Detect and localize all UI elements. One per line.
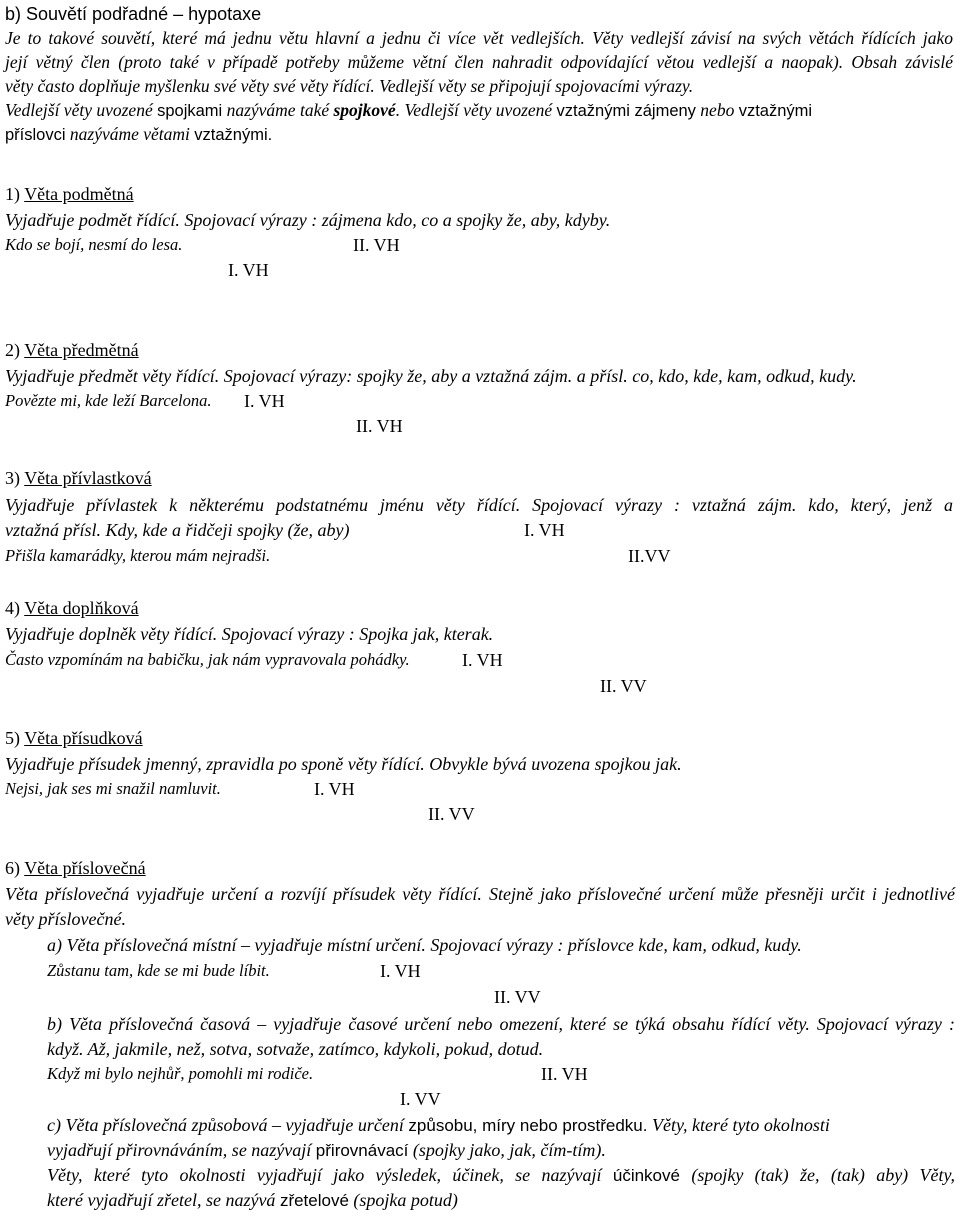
section-4-tag-sub: II. VV: [600, 676, 647, 696]
section-1-tag-sub: I. VH: [228, 260, 269, 280]
section-6-heading: [5, 856, 146, 880]
intro-term-spojkove: spojkové: [333, 100, 396, 120]
intro-text: nazýváme také: [226, 100, 330, 120]
intro-text: nazýváme větami: [69, 124, 190, 144]
intro-term-prislovci: příslovci: [5, 126, 66, 144]
section-5-heading: [5, 726, 143, 750]
section-number: 2): [5, 340, 20, 360]
intro-text: Vedlejší věty uvozené: [404, 100, 553, 120]
section-number: 3): [5, 468, 20, 488]
section-6a-tag-sub: II. VV: [494, 987, 541, 1007]
intro-term-spojkami: spojkami: [157, 102, 223, 120]
section-6c-text: (spojky jako, jak, čím-tím).: [412, 1140, 606, 1160]
section-6c-text: (spojka potud): [353, 1190, 458, 1210]
section-2-description: Vyjadřuje předmět věty řídící. Spojovací výrazy: spojky že, aby a vztažná zájm. a přísl. co, kdo, kde, kam, odkud, kudy.: [5, 366, 857, 386]
section-6c-line-2: [47, 1138, 606, 1163]
section-6b-tag-main: II. VH: [541, 1064, 588, 1084]
intro-term-vztaznymi: vztažnými: [738, 102, 813, 120]
section-6a-description: a) Věta příslovečná místní – vyjadřuje místní určení. Spojovací výrazy : příslovce kde, kam, odkud, kudy.: [47, 935, 802, 955]
section-number: 6): [5, 858, 20, 878]
section-6a-example: Zůstanu tam, kde se mi bude líbit.: [47, 961, 270, 980]
document-title: b) Souvětí podřadné – hypotaxe: [5, 4, 262, 24]
section-4-heading: [5, 596, 139, 620]
intro-text: Vedlejší věty uvozené: [5, 100, 153, 120]
section-6b-description-2: když. Až, jakmile, než, sotva, sotvaže, zatímco, kdykoli, pokud, dotud.: [47, 1039, 544, 1059]
section-3-tag-main: I. VH: [524, 520, 565, 540]
section-6-description-1: Věta příslovečná vyjadřuje určení a rozvíjí přísudek věty řídící. Stejně jako příslovečné určení může přesněji určit i jednotlivé: [5, 884, 955, 904]
section-5-tag-sub: II. VV: [428, 804, 475, 824]
section-4-tag-main: I. VH: [462, 650, 503, 670]
section-title: Věta přísudková: [24, 728, 143, 748]
intro-line-3: věty často doplňuje myšlenku své věty své věty řídící. Vedlejší věty se připojují spojovacími výrazy.: [5, 76, 694, 96]
section-5-example: Nejsi, jak ses mi snažil namluvit.: [5, 779, 221, 798]
section-6c-text: vyjadřují přirovnáváním, se nazývají: [47, 1140, 312, 1160]
section-5-tag-main: I. VH: [314, 779, 355, 799]
section-6b-example: Když mi bylo nejhůř, pomohli mi rodiče.: [47, 1064, 314, 1083]
section-number: 4): [5, 598, 20, 618]
section-4-description: Vyjadřuje doplněk věty řídící. Spojovací výrazy : Spojka jak, kterak.: [5, 624, 494, 644]
section-6c-text: Věty, které tyto okolnosti vyjadřují jako výsledek, účinek, se nazývají: [47, 1165, 602, 1185]
section-6c-term: způsobu, míry nebo prostředku.: [408, 1116, 648, 1135]
section-6c-line-3: [47, 1163, 955, 1188]
section-6c-text: které vyjadřují zřetel, se nazývá: [47, 1190, 276, 1210]
section-title: Věta předmětná: [24, 340, 139, 360]
intro-line-1: Je to takové souvětí, které má jednu větu hlavní a jednu či více vět vedlejších. Věty vedlejší závisí na svých větách řídících jako: [5, 28, 953, 48]
section-3-tag-sub: II.VV: [628, 546, 671, 566]
intro-line-4: Vedlejší věty uvozené spojkami nazýváme také spojkové. Vedlejší věty uvozené vztažnými zájmeny nebo vztažnými: [5, 100, 813, 120]
section-6b-description-1: b) Věta příslovečná časová – vyjadřuje časové určení nebo omezení, které se týká obsahu řídící věty. Spojovací výrazy :: [47, 1014, 955, 1034]
section-3-heading: [5, 466, 152, 490]
section-6b-tag-sub: I. VV: [400, 1089, 441, 1109]
section-title: Věta příslovečná: [24, 858, 146, 878]
intro-line-2: její větný člen (proto také v případě potřeby můžeme větní člen nahradit odpovídající větou vedlejší a naopak). Obsah závislé: [5, 52, 953, 72]
intro-line-5: [5, 122, 272, 147]
section-3-description-2: vztažná přísl. Kdy, kde a řidčeji spojky (že, aby): [5, 520, 350, 540]
section-2-tag-main: I. VH: [244, 391, 285, 411]
section-6c-line-4: [47, 1188, 458, 1213]
section-6c-text: Věty, které tyto okolnosti: [651, 1115, 830, 1135]
section-4-example: Často vzpomínám na babičku, jak nám vypravovala pohádky.: [5, 650, 410, 669]
section-6c-text: c) Věta příslovečná způsobová – vyjadřuje určení: [47, 1115, 404, 1135]
section-6a-tag-main: I. VH: [380, 961, 421, 981]
section-3-description-1: Vyjadřuje přívlastek k některému podstatnému jménu věty řídící. Spojovací výrazy : vztažná zájm. kdo, který, jenž a: [5, 495, 953, 515]
section-6c-text: (spojky (tak) že, (tak) aby) Věty,: [691, 1165, 956, 1185]
section-2-heading: [5, 338, 139, 362]
section-5-description: Vyjadřuje přísudek jmenný, zpravidla po sponě věty řídící. Obvykle bývá uvozena spojkou jak.: [5, 754, 682, 774]
section-1-tag-main: II. VH: [353, 235, 400, 255]
section-2-tag-sub: II. VH: [356, 416, 403, 436]
intro-term-vztaznymi-2: vztažnými.: [194, 126, 273, 144]
section-3-example: Přišla kamarádky, kterou mám nejradši.: [5, 546, 271, 565]
section-number: 5): [5, 728, 20, 748]
section-title: Věta přívlastková: [24, 468, 152, 488]
section-6c-line-1: [47, 1113, 830, 1138]
section-6c-term: přirovnávací: [315, 1141, 409, 1160]
section-title: Věta podmětná: [24, 184, 134, 204]
section-6c-term: zřetelové: [279, 1191, 349, 1210]
section-6-description-2: věty příslovečné.: [5, 909, 126, 929]
section-title: Věta doplňková: [24, 598, 139, 618]
intro-text: nebo: [700, 100, 735, 120]
section-1-example: Kdo se bojí, nesmí do lesa.: [5, 235, 183, 254]
section-1-heading: [5, 182, 134, 206]
intro-term-zajmeny: vztažnými zájmeny: [556, 102, 696, 120]
section-number: 1): [5, 184, 20, 204]
section-1-description: Vyjadřuje podmět řídící. Spojovací výrazy : zájmena kdo, co a spojky že, aby, kdyby.: [5, 210, 611, 230]
section-6c-term: účinkové: [612, 1166, 680, 1185]
section-2-example: Povězte mi, kde leží Barcelona.: [5, 391, 212, 410]
